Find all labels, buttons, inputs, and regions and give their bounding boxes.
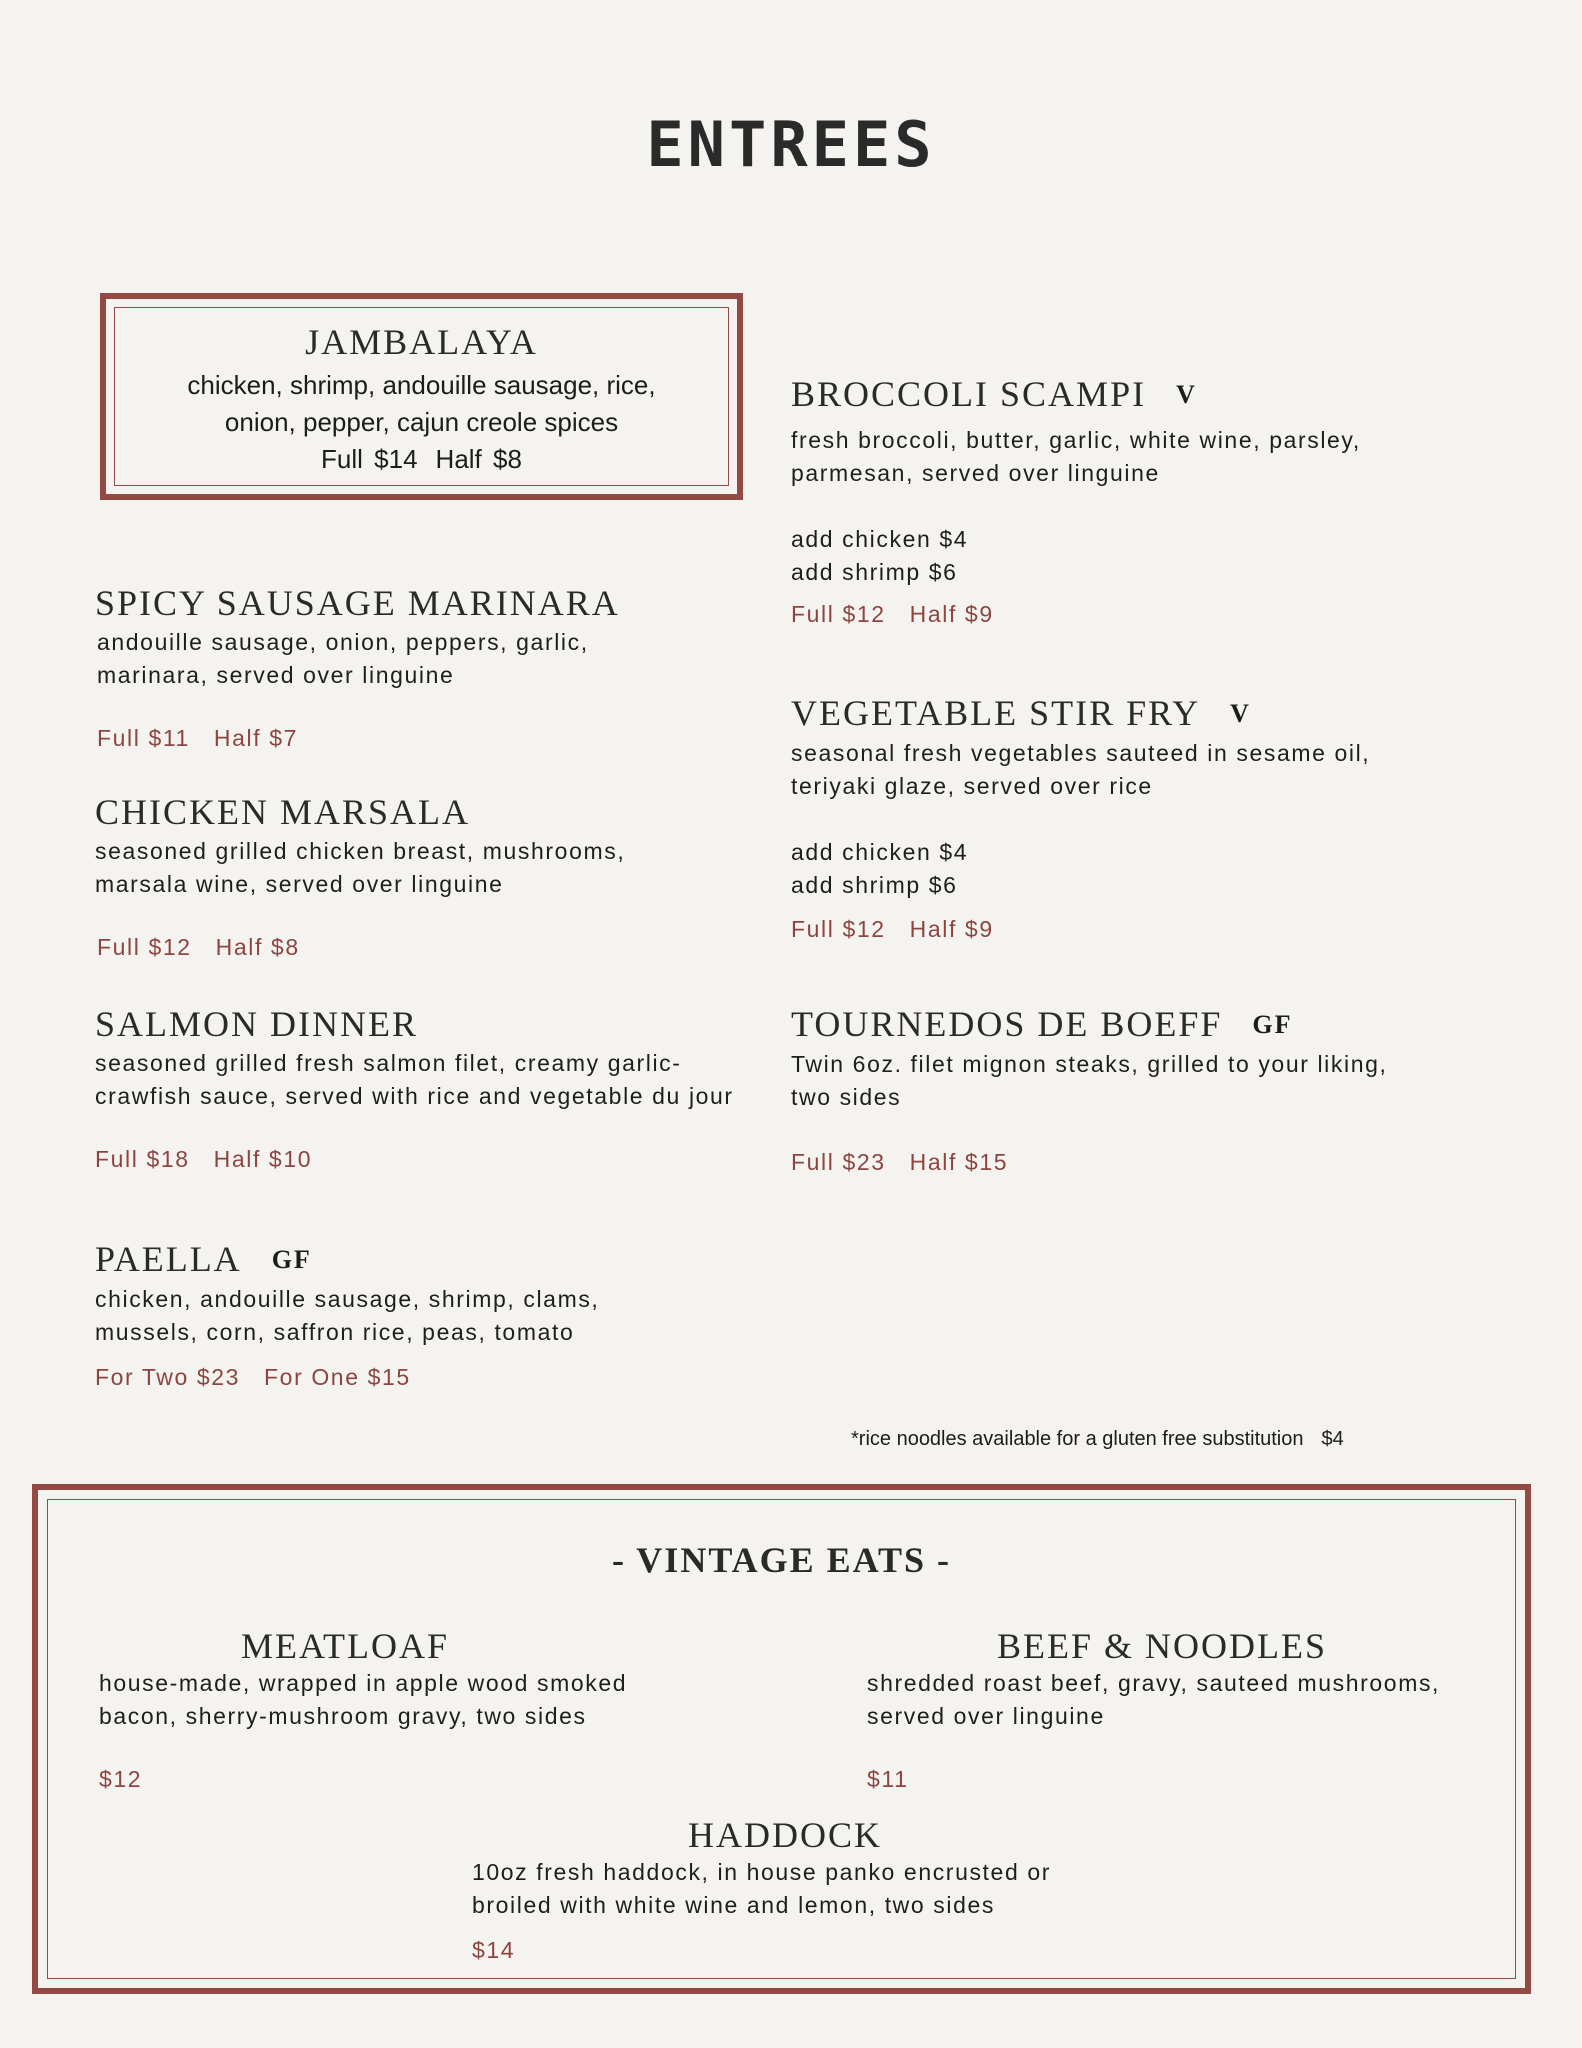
featured-price-half: Half $8 bbox=[435, 444, 522, 474]
featured-desc-line-2: onion, pepper, cajun creole spices bbox=[224, 407, 619, 437]
item-description: fresh broccoli, butter, garlic, white wine, parsley, parmesan, served over linguine bbox=[791, 427, 1361, 486]
item-name-row bbox=[95, 1238, 695, 1281]
item-price bbox=[791, 1149, 1411, 1176]
gluten-free-icon: GF bbox=[1252, 1010, 1293, 1039]
vegetarian-icon: V bbox=[1230, 699, 1251, 728]
vintage-eats-title: - VINTAGE EATS - bbox=[611, 1540, 952, 1580]
price-full: Full $12 bbox=[97, 934, 192, 960]
featured-item-name: JAMBALAYA bbox=[305, 322, 538, 362]
item-price bbox=[791, 916, 1451, 943]
item-name: BEEF & NOODLES bbox=[997, 1626, 1328, 1666]
menu-item-broccoli-scampi bbox=[791, 373, 1451, 628]
featured-item-price bbox=[115, 441, 728, 478]
item-description: seasoned grilled fresh salmon filet, creamy garlic-crawfish sauce, served with rice and vegetable du jour bbox=[95, 1050, 734, 1109]
item-description: seasonal fresh vegetables sauteed in sesame oil, teriyaki glaze, served over rice bbox=[791, 740, 1371, 799]
menu-item-chicken-marsala bbox=[95, 791, 695, 961]
price-full: Full $23 bbox=[791, 1149, 886, 1175]
featured-price-full: Full $14 bbox=[321, 444, 418, 474]
price-for-one: For One $15 bbox=[264, 1364, 411, 1390]
item-addons bbox=[791, 836, 1451, 902]
item-name-row bbox=[791, 373, 1451, 416]
menu-item-vegetable-stir-fry bbox=[791, 692, 1451, 943]
footnote-text: *rice noodles available for a gluten free substitution bbox=[851, 1428, 1304, 1450]
item-description: house-made, wrapped in apple wood smoked bacon, sherry-mushroom gravy, two sides bbox=[99, 1670, 628, 1729]
vintage-inner-frame bbox=[47, 1499, 1516, 1979]
item-description: seasoned grilled chicken breast, mushrooms, marsala wine, served over linguine bbox=[95, 838, 626, 897]
item-name: SALMON DINNER bbox=[95, 1004, 418, 1044]
footnote-price: $4 bbox=[1321, 1428, 1344, 1450]
price-full: Full $12 bbox=[791, 916, 886, 942]
item-price: $12 bbox=[99, 1766, 143, 1792]
item-price bbox=[95, 1146, 745, 1173]
price-half: Half $9 bbox=[909, 916, 994, 942]
gluten-free-footnote bbox=[851, 1428, 1344, 1451]
item-name-row bbox=[791, 692, 1451, 735]
item-name: MEATLOAF bbox=[241, 1626, 450, 1666]
item-price bbox=[791, 601, 1451, 628]
vintage-item-beef-noodles bbox=[867, 1625, 1507, 1793]
item-name: TOURNEDOS DE BOEFF bbox=[791, 1004, 1223, 1044]
price-half: Half $9 bbox=[909, 601, 994, 627]
featured-item-description bbox=[115, 367, 728, 441]
price-half: Half $15 bbox=[909, 1149, 1009, 1175]
featured-box bbox=[100, 293, 743, 500]
page-title: ENTREES bbox=[646, 108, 936, 181]
item-price: $11 bbox=[867, 1766, 909, 1792]
menu-item-paella bbox=[95, 1238, 695, 1391]
item-name: PAELLA bbox=[95, 1239, 242, 1279]
addon-shrimp: add shrimp $6 bbox=[791, 559, 958, 585]
menu-item-spicy-sausage-marinara bbox=[95, 582, 655, 752]
addon-chicken: add chicken $4 bbox=[791, 839, 969, 865]
price-half: Half $7 bbox=[213, 725, 298, 751]
item-name: VEGETABLE STIR FRY bbox=[791, 693, 1201, 733]
item-description: 10oz fresh haddock, in house panko encrusted or broiled with white wine and lemon, two sides bbox=[472, 1859, 1051, 1918]
item-name: BROCCOLI SCAMPI bbox=[791, 374, 1147, 414]
addon-shrimp: add shrimp $6 bbox=[791, 872, 958, 898]
item-description: shredded roast beef, gravy, sauteed mushrooms, served over linguine bbox=[867, 1670, 1441, 1729]
item-description: chicken, andouille sausage, shrimp, clams, mussels, corn, saffron rice, peas, tomato bbox=[95, 1286, 600, 1345]
menu-item-tournedos-de-boeff bbox=[791, 1003, 1411, 1176]
price-for-two: For Two $23 bbox=[95, 1364, 241, 1390]
menu-item-salmon-dinner bbox=[95, 1003, 745, 1173]
price-half: Half $10 bbox=[213, 1146, 313, 1172]
item-name: CHICKEN MARSALA bbox=[95, 792, 471, 832]
item-addons bbox=[791, 523, 1451, 589]
featured-desc-line-1: chicken, shrimp, andouille sausage, rice, bbox=[187, 370, 656, 400]
item-price bbox=[97, 725, 655, 752]
item-price bbox=[95, 1364, 695, 1391]
price-half: Half $8 bbox=[215, 934, 300, 960]
price-full: Full $18 bbox=[95, 1146, 190, 1172]
item-name-row bbox=[791, 1003, 1411, 1046]
vintage-item-meatloaf bbox=[99, 1625, 699, 1793]
featured-inner-frame bbox=[114, 307, 729, 486]
item-description: Twin 6oz. filet mignon steaks, grilled to your liking, two sides bbox=[791, 1051, 1388, 1110]
vintage-item-haddock bbox=[472, 1814, 1132, 1964]
item-name: SPICY SAUSAGE MARINARA bbox=[95, 583, 620, 623]
item-description: andouille sausage, onion, peppers, garlic, marinara, served over linguine bbox=[97, 629, 589, 688]
vintage-eats-box bbox=[32, 1484, 1531, 1994]
price-full: Full $11 bbox=[97, 725, 190, 751]
vegetarian-icon: V bbox=[1176, 380, 1197, 409]
gluten-free-icon: GF bbox=[271, 1245, 312, 1274]
addon-chicken: add chicken $4 bbox=[791, 526, 969, 552]
price-full: Full $12 bbox=[791, 601, 886, 627]
item-name: HADDOCK bbox=[688, 1815, 882, 1855]
item-price bbox=[97, 934, 695, 961]
item-price: $14 bbox=[472, 1937, 516, 1963]
